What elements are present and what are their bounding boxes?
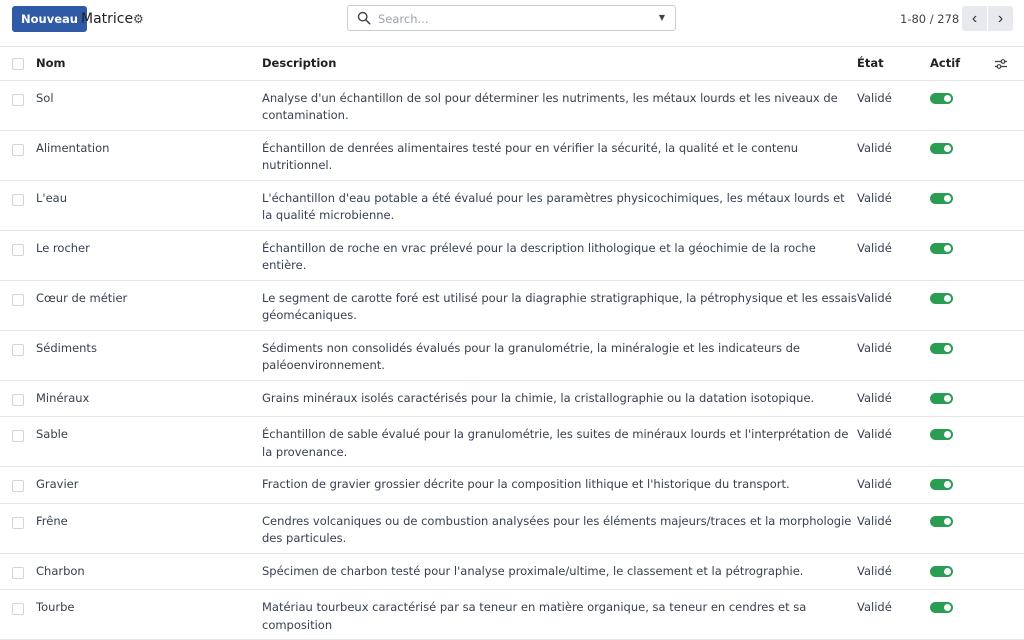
active-toggle[interactable] <box>930 393 953 404</box>
cell-name[interactable]: Cœur de métier <box>36 290 128 305</box>
cell-state[interactable]: Validé <box>857 90 892 105</box>
pager-value[interactable]: 1-80 / 278 <box>900 12 960 26</box>
pager-previous-button[interactable]: ‹ <box>962 6 987 31</box>
cell-description[interactable]: Cendres volcaniques ou de combustion analysées pour les éléments majeurs/traces et la morphologie des particules. <box>262 513 852 545</box>
cell-state[interactable]: Validé <box>857 140 892 155</box>
column-header-name[interactable]: Nom <box>36 56 66 71</box>
optional-columns-icon[interactable] <box>994 58 1008 70</box>
cell-name[interactable]: Tourbe <box>36 600 75 614</box>
cell-description[interactable]: Analyse d'un échantillon de sol pour déterminer les nutriments, les métaux lourds et les niveaux de contamination. <box>262 90 838 122</box>
active-toggle[interactable] <box>930 143 953 154</box>
table-row[interactable] <box>0 280 1024 330</box>
table-row[interactable] <box>0 417 1024 467</box>
pager-next-button[interactable]: › <box>988 6 1013 31</box>
row-checkbox[interactable] <box>12 244 24 256</box>
cell-name[interactable]: Gravier <box>36 477 79 491</box>
row-checkbox[interactable] <box>12 94 24 106</box>
table-row[interactable] <box>0 553 1024 590</box>
active-toggle[interactable] <box>930 479 953 490</box>
column-header-state[interactable]: État <box>857 56 884 71</box>
cell-description[interactable]: Échantillon de denrées alimentaires testé pour en vérifier la sécurité, la qualité et le contenu nutritionnel. <box>262 140 799 172</box>
cell-state[interactable]: Validé <box>857 563 892 578</box>
cell-description[interactable]: Le segment de carotte foré est utilisé pour la diagraphie stratigraphique, la pétrophysique et les essais géomécaniques. <box>262 290 857 322</box>
row-checkbox[interactable] <box>12 294 24 306</box>
cell-description[interactable]: Matériau tourbeux caractérisé par sa teneur en matière organique, sa teneur en cendres et sa composition <box>262 600 807 632</box>
row-checkbox[interactable] <box>12 144 24 156</box>
page-title[interactable]: Matrice <box>81 11 134 27</box>
table-row[interactable] <box>0 590 1024 640</box>
search-bar <box>347 5 676 31</box>
cell-state[interactable]: Validé <box>857 290 892 305</box>
active-toggle[interactable] <box>930 343 953 354</box>
new-button[interactable]: Nouveau <box>12 6 87 32</box>
table-row[interactable] <box>0 380 1024 417</box>
cell-state[interactable]: Validé <box>857 390 892 405</box>
cell-description[interactable]: L'échantillon d'eau potable a été évalué pour les paramètres physicochimiques, les métaux lourds et la qualité microbienne. <box>262 190 845 222</box>
cell-name[interactable]: Sol <box>36 90 54 105</box>
table-row[interactable] <box>0 503 1024 553</box>
row-checkbox[interactable] <box>12 394 24 406</box>
table-header <box>0 47 1024 80</box>
column-header-active[interactable]: Actif <box>930 56 961 71</box>
search-input[interactable] <box>376 9 620 29</box>
active-toggle[interactable] <box>930 93 953 104</box>
row-checkbox[interactable] <box>12 603 24 615</box>
cell-description[interactable]: Spécimen de charbon testé pour l'analyse proximale/ultime, le classement et la pétrographie. <box>262 563 804 578</box>
table-row[interactable] <box>0 467 1024 504</box>
list-table <box>0 47 1024 640</box>
active-toggle[interactable] <box>930 193 953 204</box>
cell-state[interactable]: Validé <box>857 240 892 255</box>
row-checkbox[interactable] <box>12 480 24 492</box>
cell-state[interactable]: Validé <box>857 477 892 491</box>
select-all-checkbox[interactable] <box>12 58 24 70</box>
cell-state[interactable]: Validé <box>857 600 892 614</box>
cell-name[interactable]: Minéraux <box>36 390 90 405</box>
cell-description[interactable]: Fraction de gravier grossier décrite pour la composition lithique et l'historique du transport. <box>262 477 790 491</box>
table-row[interactable] <box>0 80 1024 130</box>
cell-description[interactable]: Échantillon de sable évalué pour la granulométrie, les suites de minéraux lourds et l'interprétation de la provenance. <box>262 427 849 459</box>
row-checkbox[interactable] <box>12 517 24 529</box>
active-toggle[interactable] <box>930 516 953 527</box>
cell-name[interactable]: Sable <box>36 427 68 441</box>
column-header-description[interactable]: Description <box>262 56 337 71</box>
active-toggle[interactable] <box>930 429 953 440</box>
cell-state[interactable]: Validé <box>857 513 892 528</box>
table-row[interactable] <box>0 180 1024 230</box>
search-icon <box>357 11 371 25</box>
row-checkbox[interactable] <box>12 344 24 356</box>
active-toggle[interactable] <box>930 293 953 304</box>
cell-name[interactable]: Sédiments <box>36 340 97 355</box>
cell-name[interactable]: Alimentation <box>36 140 110 155</box>
cell-name[interactable]: Frêne <box>36 513 68 528</box>
active-toggle[interactable] <box>930 566 953 577</box>
search-options-toggle[interactable]: ▼ <box>658 13 666 22</box>
active-toggle[interactable] <box>930 243 953 254</box>
cell-state[interactable]: Validé <box>857 190 892 205</box>
cell-description[interactable]: Sédiments non consolidés évalués pour la granulométrie, la minéralogie et les indicateurs de paléoenvironnement. <box>262 340 800 372</box>
cell-name[interactable]: L'eau <box>36 190 67 205</box>
cell-name[interactable]: Charbon <box>36 563 85 578</box>
table-row[interactable] <box>0 230 1024 280</box>
cell-description[interactable]: Échantillon de roche en vrac prélevé pour la description lithologique et la géochimie de la roche entière. <box>262 240 816 272</box>
cell-state[interactable]: Validé <box>857 340 892 355</box>
active-toggle[interactable] <box>930 602 953 613</box>
cell-name[interactable]: Le rocher <box>36 240 90 255</box>
table-row[interactable] <box>0 330 1024 380</box>
row-checkbox[interactable] <box>12 567 24 579</box>
gear-icon[interactable]: ⚙ <box>133 12 144 26</box>
control-panel <box>0 0 1024 47</box>
row-checkbox[interactable] <box>12 194 24 206</box>
table-row[interactable] <box>0 130 1024 180</box>
cell-state[interactable]: Validé <box>857 427 892 441</box>
cell-description[interactable]: Grains minéraux isolés caractérisés pour la chimie, la cristallographie ou la datation isotopique. <box>262 390 815 405</box>
row-checkbox[interactable] <box>12 430 24 442</box>
